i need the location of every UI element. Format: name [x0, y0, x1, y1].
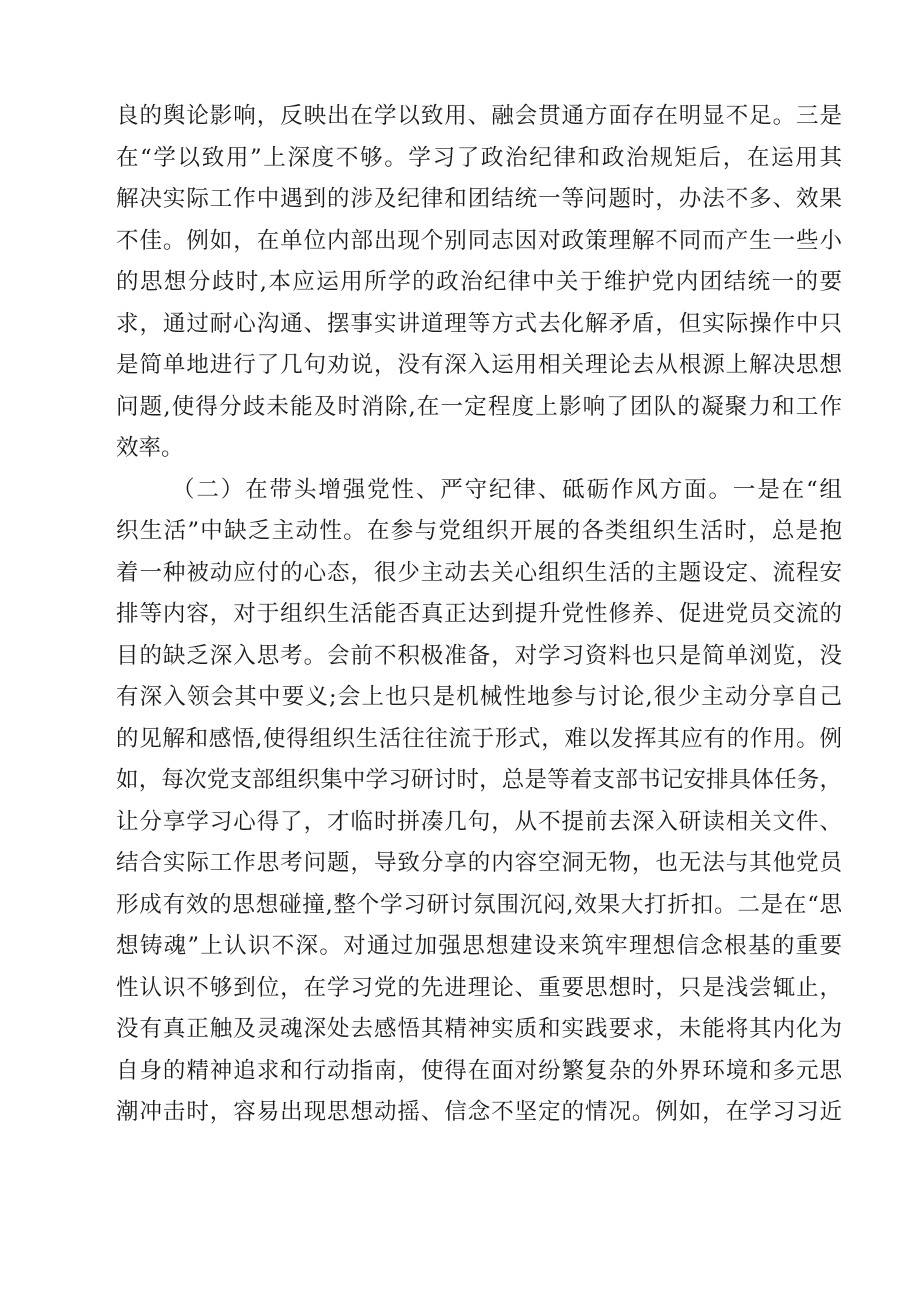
text-line: 效率。 [116, 435, 184, 461]
text-line: 让分享学习心得了，才临时拼凑几句，从不提前去深入研读相关文件、 [116, 808, 842, 835]
text-line: 良的舆论影响，反映出在学以致用、融会贯通方面存在明显不足。三是 [116, 103, 842, 129]
text-line: 自身的精神追求和行动指南，使得在面对纷繁复杂的外界环境和多元思 [116, 1057, 842, 1084]
text-line: 不佳。例如，在单位内部出现个别同志因对政策理解不同而产生一些小 [116, 227, 842, 254]
text-line: 想铸魂”上认识不深。对通过加强思想建设来筑牢理想信念根基的重要 [116, 933, 842, 959]
text-line: 目的缺乏深入思考。会前不积极准备，对学习资料也只是简单浏览，没 [116, 642, 842, 669]
text-line: 的思想分歧时,本应运用所学的政治纪律中关于维护党内团结统一的要 [116, 269, 842, 295]
text-line: 形成有效的思想碰撞,整个学习研讨氛围沉闷,效果大打折扣。二是在“思 [116, 891, 842, 918]
text-line: 潮冲击时，容易出现思想动摇、信念不坚定的情况。例如，在学习习近 [116, 1099, 842, 1125]
text-line: 问题,使得分歧未能及时消除,在一定程度上影响了团队的凝聚力和工作 [116, 393, 842, 420]
text-line: 解决实际工作中遇到的涉及纪律和团结统一等问题时，办法不多、效果 [116, 186, 842, 212]
text-line: 有深入领会其中要义;会上也只是机械性地参与讨论,很少主动分享自己 [116, 684, 842, 710]
text-line: 性认识不够到位，在学习党的先进理论、重要思想时，只是浅尝辄止， [116, 974, 842, 1001]
section-heading-line: （二）在带头增强党性、严守纪律、砥砺作风方面。一是在“组 [172, 476, 842, 503]
text-line: 的见解和感悟,使得组织生活往往流于形式，难以发挥其应有的作用。例 [116, 725, 842, 752]
text-line: 求，通过耐心沟通、摆事实讲道理等方式去化解矛盾，但实际操作中只 [116, 310, 842, 337]
text-line: 没有真正触及灵魂深处去感悟其精神实质和实践要求，未能将其内化为 [116, 1016, 842, 1042]
document-body [116, 96, 842, 1134]
text-line: 如，每次党支部组织集中学习研讨时，总是等着支部书记安排具体任务， [116, 767, 842, 793]
text-line: 织生活”中缺乏主动性。在参与党组织开展的各类组织生活时，总是抱 [116, 518, 842, 544]
text-line: 排等内容，对于组织生活能否真正达到提升党性修养、促进党员交流的 [116, 601, 842, 627]
text-line: 是简单地进行了几句劝说，没有深入运用相关理论去从根源上解决思想 [116, 352, 842, 378]
text-line: 结合实际工作思考问题，导致分享的内容空洞无物，也无法与其他党员 [116, 850, 842, 876]
text-line: 着一种被动应付的心态，很少主动去关心组织生活的主题设定、流程安 [116, 559, 842, 586]
text-line: 在“学以致用”上深度不够。学习了政治纪律和政治规矩后，在运用其 [116, 144, 842, 171]
